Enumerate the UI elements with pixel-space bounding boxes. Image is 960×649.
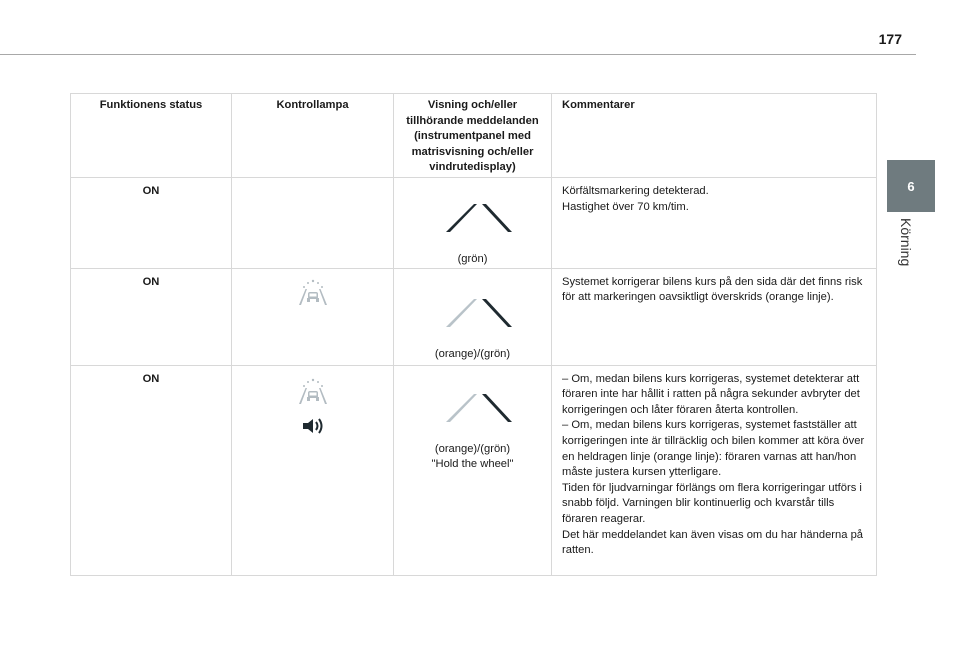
chapter-title: Körning — [898, 218, 914, 267]
lamp-cell — [232, 178, 394, 269]
header-status: Funktionens status — [71, 94, 232, 178]
lane-assist-status-table — [70, 93, 877, 576]
comment-cell: Systemet korrigerar bilens kurs på den sida där det finns risk för att markeringen oavsiktligt överskrids (orange linje). — [552, 268, 877, 365]
lane-lines-green-green-icon — [418, 192, 528, 252]
lamp-cell — [232, 268, 394, 365]
display-cell — [394, 365, 552, 575]
status-cell: ON — [71, 268, 232, 365]
header-comments: Kommentarer — [552, 94, 877, 178]
lane-keeping-assist-icon — [296, 279, 330, 307]
comment-cell: – Om, medan bilens kurs korrigeras, systemet detekterar att föraren inte har hållit i ratten på några sekunder avbryter det korrigeringen och låter föraren återta kontrollen. – Om, medan bilens kurs korrigeras, systemet fastställer att korrigeringen inte är tillräcklig och bilen kommer att köra över en heldragen linje (orange linje): föraren varnas att han/hon måste justera kursen ytterligare. Tiden för ljudvarningar förlängs om flera korrigeringar utförs i snabb följd. Varningen blir kontinuerlig och kvarstår tills föraren reagerar. Det här meddelandet kan även visas om du har händerna på ratten. — [552, 365, 877, 575]
table-row — [71, 268, 877, 365]
chapter-tab[interactable]: 6 — [887, 160, 935, 212]
lane-lines-orange-green-icon — [418, 382, 528, 442]
lamp-cell — [232, 365, 394, 575]
display-caption: (orange)/(grön) — [434, 347, 511, 360]
top-rule — [0, 54, 916, 55]
table-row — [71, 365, 877, 575]
lane-lines-orange-green-icon — [418, 287, 528, 347]
header-lamp: Kontrollampa — [232, 94, 394, 178]
display-caption: (grön) — [457, 253, 488, 265]
status-cell: ON — [71, 365, 232, 575]
display-cell — [394, 178, 552, 269]
table-header-row — [71, 94, 877, 178]
status-cell: ON — [71, 178, 232, 269]
header-display: Visning och/eller tillhörande meddelanden (instrumentpanel med matrisvisning och/eller vindrutedisplay) — [394, 94, 552, 178]
comment-cell: Körfältsmarkering detekterad. Hastighet över 70 km/tim. — [552, 178, 877, 269]
lane-keeping-assist-icon — [296, 378, 330, 406]
display-caption: (orange)/(grön) "Hold the wheel" — [431, 442, 514, 471]
speaker-icon — [301, 416, 325, 436]
display-cell — [394, 268, 552, 365]
table-row — [71, 178, 877, 269]
page-number: 177 — [878, 31, 902, 47]
